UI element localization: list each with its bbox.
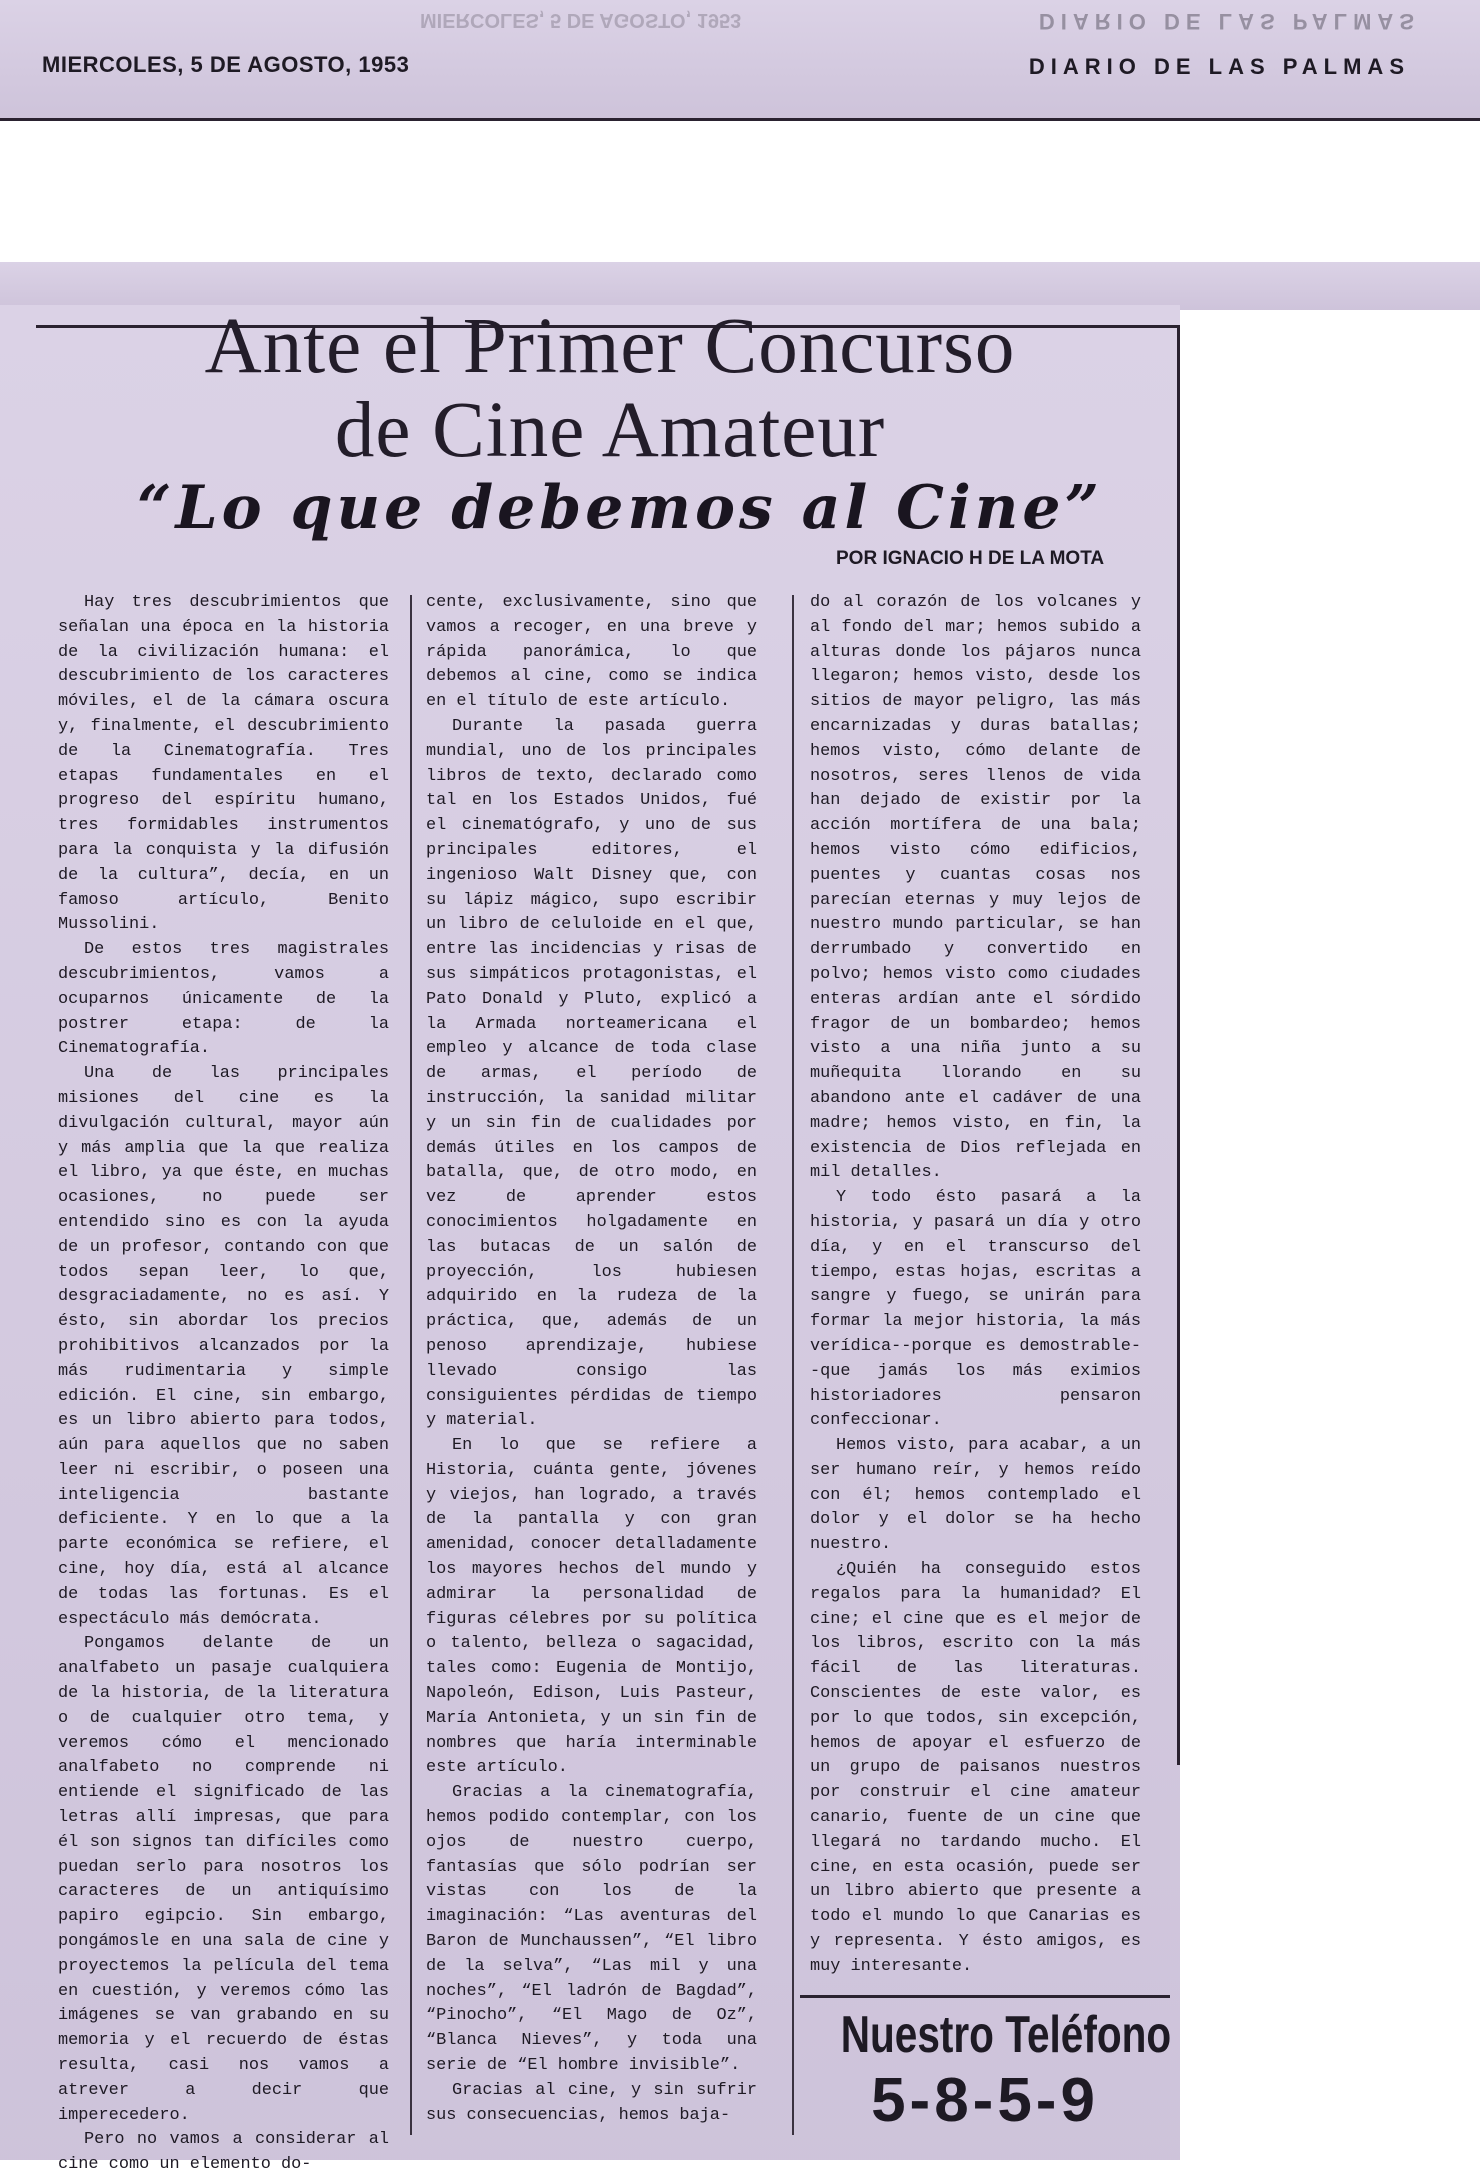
paragraph: do al corazón de los volcanes y al fondo del mar; hemos subido a alturas donde los pájaros nunca llegaron; hemos visto, desde los sitios de mayor peligro, las más encarnizadas y duras batallas; hemos visto, cómo delante de nosotros, seres llenos de vida han dejado de existir por la acción mortífera de una bala; hemos visto cómo edificios, puentes y cuantas cosas nos parecían eternas y muy lejos de nuestro mundo particular, se han derrumbado y convertido en polvo; hemos visto como ciudades enteras ardían ante el sórdido fragor de un bombardeo; hemos visto a una niña junto a su muñequita llorando en su abandono ante el cadáver de una madre; hemos visto, en fin, la existencia de Dios reflejada en mil detalles.: [810, 593, 1141, 1183]
article-column-1: [58, 591, 389, 2178]
phone-number: 5-8-5-9: [871, 2066, 1099, 2135]
paragraph: Y todo ésto pasará a la historia, y pasará un día y otro día, y en el transcurso del tiempo, estas hojas, escritas a sangre y fuego, se unirán para formar la mejor historia, la más verídica--porque es demostrable--que jamás los más eximios historiadores pensaron confeccionar.: [810, 1188, 1141, 1431]
paragraph: Hay tres descubrimientos que señalan una época en la historia de la civilización humana: el descubrimiento de los caracteres móviles, el de la cámara oscura y, finalmente, el descubrimiento de la Cinematografía. Tres etapas fundamentales en el progreso del espíritu humano, tres formidables instrumentos para la conquista y la difusión de la cultura”, decía, en un famoso artículo, Benito Mussolini.: [58, 593, 389, 935]
paragraph: Durante la pasada guerra mundial, uno de los principales libros de texto, declarado como tal en los Estados Unidos, fué el cinematógrafo, y uno de sus principales editores, el ingenioso Walt Disney que, con su lápiz mágico, supo escribir un libro de celuloide en el que, entre las incidencias y risas de sus simpáticos protagonistas, el Pato Donald y Pluto, explicó a la Armada norteamericana el empleo y alcance de toda clase de armas, el período de instrucción, la sanidad militar y un sin fin de cualidades por demás útiles en los campos de batalla, que, de otro modo, en vez de aprender estos conocimientos holgadamente en las butacas de un salón de proyección, los hubiesen adquirido en la rudeza de la práctica, que, además de un penoso aprendizaje, hubiese llevado consigo las consiguientes pérdidas de tiempo y material.: [426, 716, 757, 1431]
paragraph: De estos tres magistrales descubrimientos, vamos a ocuparnos únicamente de la postrer etapa: de la Cinematografía.: [58, 940, 389, 1059]
phone-box: [800, 1995, 1170, 2136]
column-divider: [410, 595, 412, 2135]
paragraph: Gracias al cine, y sin sufrir sus consecuencias, hemos baja-: [426, 2080, 757, 2125]
paragraph: Pongamos delante de un analfabeto un pasaje cualquiera de la historia, de la literatura o de cualquier otro tema, y veremos cómo el mencionado analfabeto no comprende ni entiende el significado de las letras allí impresas, que para él son signos tan difíciles como puedan serlo para nosotros los caracteres de un antiquísimo papiro egipcio. Sin embargo, pongámosle en una sala de cine y proyectemos la película del tema en cuestión, y veremos cómo las imágenes se van grabando en su memoria y el recuerdo de éstas resulta, casi nos vamos a atrever a decir que imperecedero.: [58, 1634, 389, 2125]
masthead-date: MIERCOLES, 5 DE AGOSTO, 1953: [42, 52, 410, 77]
headline: [40, 305, 1180, 473]
paragraph: En lo que se refiere a Historia, cuánta gente, jóvenes y viejos, han logrado, a través de la pantalla y con gran amenidad, conocer detalladamente los mayores hechos del mundo y admirar la personalidad de figuras célebres por su política o talento, belleza o sagacidad, tales como: Eugenia de Montijo, Napoleón, Edison, Luis Pasteur, María Antonieta, y un sin fin de nombres que haría interminable este artículo.: [426, 1436, 757, 1778]
subtitle: “Lo que debemos al Cine”: [136, 473, 1104, 543]
paragraph: Pero no vamos a considerar al cine como un elemento do-: [58, 2130, 389, 2175]
phone-label: Nuestro Teléfono: [840, 2006, 1172, 2064]
paragraph: Hemos visto, para acabar, a un ser humano reír, y hemos reído con él; hemos contemplado el dolor y el dolor se ha hecho nuestro.: [810, 1436, 1141, 1555]
article-column-2: [426, 591, 757, 2128]
paragraph: Gracias a la cinematografía, hemos podido contemplar, con los ojos de nuestro cuerpo, fantasías que sólo podrían ser vistas con los de la imaginación: “Las aventuras del Baron de Munchaussen”, “El libro de la selva”, “Las mil y una noches”, “El ladrón de Bagdad”, “Pinocho”, “El Mago de Oz”, “Blanca Nieves”, y toda una serie de “El hombre invisible”.: [426, 1783, 757, 2076]
article-column-3: [810, 591, 1141, 1980]
headline-line-2: de Cine Amateur: [334, 387, 886, 474]
masthead-newspaper-name: DIARIO DE LAS PALMAS: [1028, 54, 1410, 79]
paragraph: cente, exclusivamente, sino que vamos a recoger, en una breve y rápida panorámica, lo que debemos al cine, como se indica en el título de este artículo.: [426, 593, 757, 712]
byline: POR IGNACIO H DE LA MOTA: [836, 548, 1105, 569]
bleed-through-text: MIERCOLES, 5 DE AGOSTO, 1953: [420, 9, 742, 31]
article-clipping: [0, 303, 1180, 2175]
headline-line-1: Ante el Primer Concurso: [204, 303, 1016, 390]
bleed-through-text: DIARIO DE LAS PALMAS: [1038, 9, 1420, 34]
paragraph: Una de las principales misiones del cine es la divulgación cultural, mayor aún y más amplia que la que realiza el libro, ya que éste, en muchas ocasiones, no puede ser entendido sino es con la ayuda de un profesor, contando con que todos sepan leer, lo que, desgraciadamente, no es así. Y ésto, sin abordar los precios prohibitivos alcanzados por la más rudimentaria y simple edición. El cine, sin embargo, es un libro abierto para todos, aún para aquellos que no saben leer ni escribir, o poseen una inteligencia bastante deficiente. Y en lo que a la parte económica se refiere, el cine, hoy día, está al alcance de todas las fortunas. Es el espectáculo más demócrata.: [58, 1064, 389, 1629]
right-rule: [1177, 325, 1180, 1765]
column-divider: [792, 595, 794, 2135]
paragraph: ¿Quién ha conseguido estos regalos para la humanidad? El cine; el cine que es el mejor de los libros, escrito con la más fácil de las literaturas. Conscientes de este valor, es por lo que todos, sin excepción, hemos de apoyar el esfuerzo de un grupo de paisanos nuestros por construir el cine amateur canario, fuente de un cine que llegará no tardando mucho. El cine, en esta ocasión, puede ser un libro abierto que presente a todo el mundo lo que Canarias es y representa. Y ésto amigos, es muy interesante.: [810, 1560, 1141, 1976]
masthead: [0, 0, 1480, 121]
